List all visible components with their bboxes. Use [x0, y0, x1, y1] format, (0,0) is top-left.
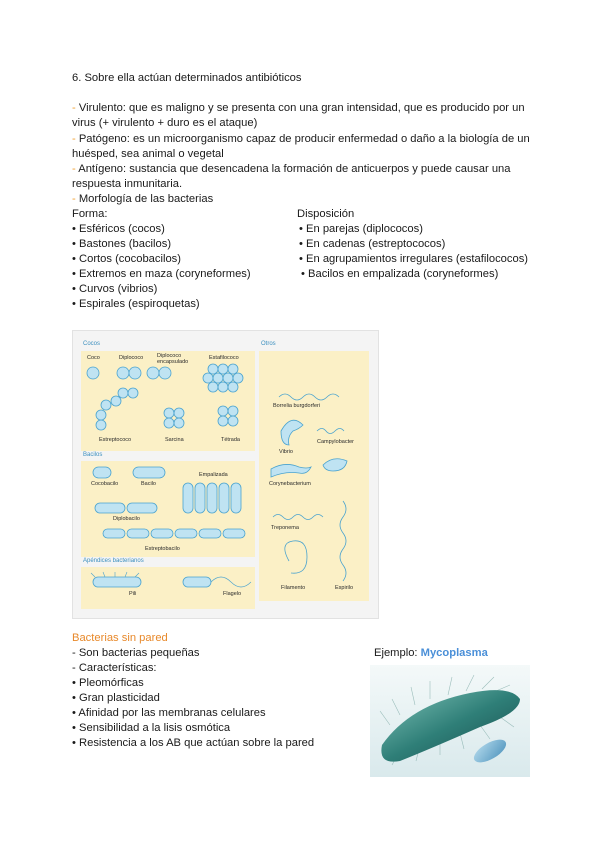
flagelo-tail — [211, 577, 251, 587]
otros-title: Otros — [261, 341, 276, 347]
forma-item: • Extremos en maza (coryneformes) — [72, 268, 251, 280]
diplobacilo-shape — [127, 503, 157, 513]
disposicion-item: • En parejas (diplococos) — [299, 223, 423, 235]
disposicion-item: • En agrupamientos irregulares (estafilococos) — [299, 253, 529, 265]
definition-antigeno-2: respuesta inmunitaria. — [72, 178, 183, 190]
forma-item: • Curvos (vibrios) — [72, 283, 158, 295]
example-line — [374, 646, 488, 661]
sin-pared-item: • Afinidad por las membranas celulares — [72, 707, 266, 719]
sin-pared-item: - Características: — [72, 662, 157, 674]
sarcina-shape — [164, 408, 174, 418]
vibrio-label: Vibrio — [279, 449, 293, 455]
apendices-title: Apéndices bacterianos — [83, 558, 144, 564]
diplococo-label: Diplococo — [119, 355, 144, 361]
diplococo-encapsulado-label: Diplococo encapsulado — [157, 353, 189, 365]
treponema-shape — [273, 515, 323, 520]
bacteria-morphology-figure — [72, 330, 379, 619]
dash-marker: - — [72, 102, 76, 114]
campylobacter-label: Campylobacter — [317, 439, 354, 445]
estreptobacilo-shape — [103, 529, 125, 538]
example-name: Mycoplasma — [420, 647, 488, 659]
filamento-label: Filamento — [281, 585, 306, 591]
tetrada-label: Tétrada — [221, 437, 240, 443]
definition-antigeno-1: - Antígeno: sustancia que desencadena la formación de anticuerpos y puede causar una — [72, 163, 511, 175]
flagelo-label: Flagelo — [223, 591, 242, 597]
pili-lines — [91, 572, 139, 577]
filamento-shape — [285, 541, 307, 573]
definition-patogeno-2: huésped, sea animal o vegetal — [72, 148, 224, 160]
sin-pared-item: • Pleomórficas — [72, 677, 144, 689]
definition-virulento-2: virus (+ virulento + duro es el ataque) — [72, 117, 258, 129]
sin-pared-item: • Sensibilidad a la lisis osmótica — [72, 722, 231, 734]
bacilo-shape — [133, 467, 165, 478]
sin-pared-title: Bacterias sin pared — [72, 632, 168, 644]
example-label: Ejemplo: — [374, 647, 418, 659]
empalizada-shape — [183, 483, 193, 513]
diplococo-shape — [117, 367, 129, 379]
pili-label: Pili — [129, 591, 137, 597]
corynebacterium-shape — [271, 464, 311, 477]
mycoplasma-image — [370, 665, 530, 777]
bacilo-label: Bacilo — [141, 481, 156, 487]
coco-label: Coco — [87, 355, 100, 361]
dash-marker: - — [72, 163, 76, 175]
empalizada-label: Empalizada — [199, 472, 228, 478]
mycoplasma-illustration — [370, 665, 530, 777]
forma-title: Forma: — [72, 208, 108, 220]
bacilos-title: Bacilos — [83, 452, 103, 458]
borrelia-label: Borrelia burgdorferi — [273, 403, 321, 409]
estreptococo-shape — [96, 420, 106, 430]
forma-item: • Cortos (cocobacilos) — [72, 253, 181, 265]
definition-patogeno-1: - Patógeno: es un microorganismo capaz de producir enfermedad o daño a la biología de un — [72, 133, 530, 145]
campylobacter-shape — [317, 429, 344, 434]
pili-shape — [93, 577, 141, 587]
espirilo-shape — [340, 501, 346, 581]
definition-virulento-1: - Virulento: que es maligno y se presenta con una gran intensidad, que es producido por un — [72, 102, 525, 114]
estreptobacilo-label: Estreptobacilo — [145, 546, 180, 552]
sin-pared-item: • Resistencia a los AB que actúan sobre la pared — [72, 737, 315, 749]
forma-item: • Bastones (bacilos) — [72, 238, 172, 250]
tetrada-shape — [218, 406, 228, 416]
corynebacterium-label: Corynebacterium — [269, 481, 311, 487]
heading: 6. Sobre ella actúan determinados antibióticos — [72, 72, 302, 84]
disposicion-title: Disposición — [297, 208, 355, 220]
sin-pared-item: • Gran plasticidad — [72, 692, 160, 704]
borrelia-shape — [279, 394, 339, 400]
cocobacilo-shape — [93, 467, 111, 478]
flagelo-shape — [183, 577, 211, 587]
cocos-title: Cocos — [83, 341, 101, 347]
disposicion-item: • Bacilos en empalizada (coryneformes) — [301, 268, 499, 280]
diplobacilo-label: Diplobacilo — [113, 516, 140, 522]
sarcina-label: Sarcina — [165, 437, 184, 443]
disposicion-item: • En cadenas (estreptococos) — [299, 238, 446, 250]
estreptococo-label: Estreptococo — [99, 437, 132, 443]
dash-marker: - — [72, 133, 76, 145]
espirilo-label: Espirilo — [335, 585, 354, 591]
vibrio-shape — [281, 420, 303, 445]
sin-pared-item: - Son bacterias pequeñas — [72, 647, 200, 659]
treponema-label: Treponema — [271, 525, 299, 531]
forma-item: • Esféricos (cocos) — [72, 223, 165, 235]
forma-item: • Espirales (espiroquetas) — [72, 298, 200, 310]
morfologia-heading: - Morfología de las bacterias — [72, 193, 214, 205]
dash-marker: - — [72, 193, 76, 205]
coco-shape — [87, 367, 99, 379]
estafilococo-label: Estafilococo — [209, 355, 239, 361]
cocobacilo-label: Cocobacilo — [91, 481, 119, 487]
